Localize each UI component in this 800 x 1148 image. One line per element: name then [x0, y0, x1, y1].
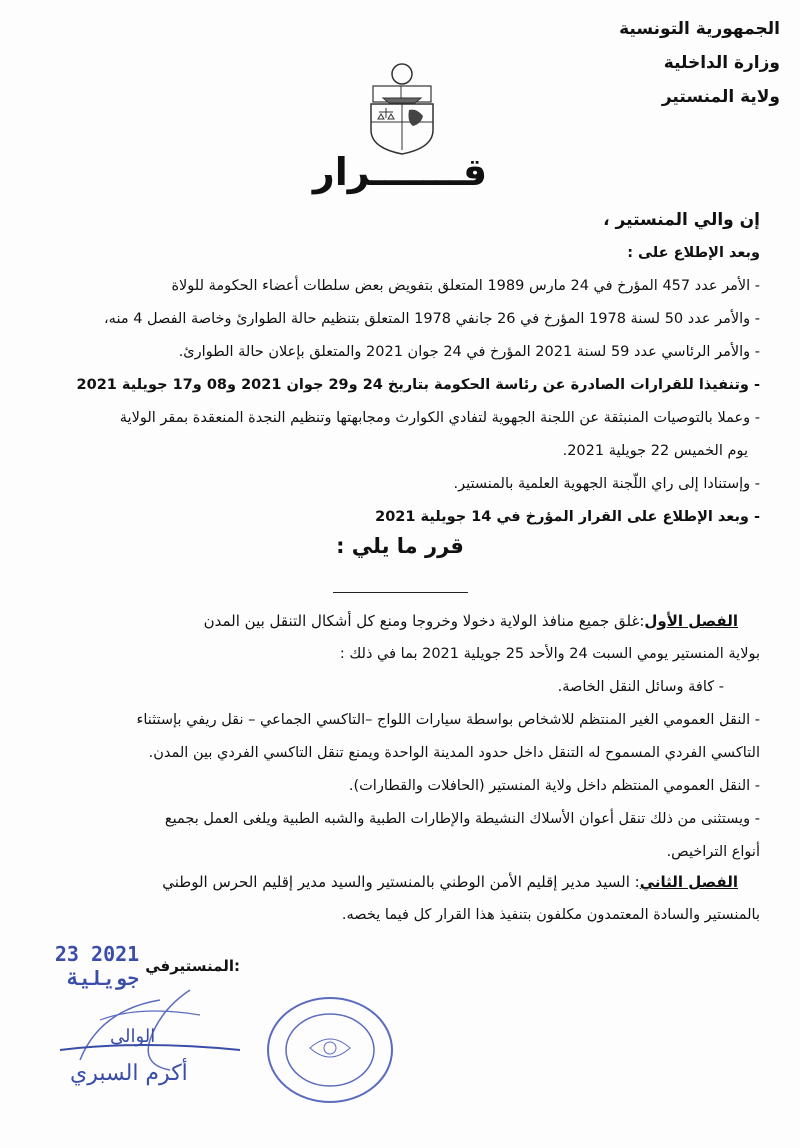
- article-1-first-line: [10, 605, 738, 638]
- article-1-item: - النقل العمومي المنتظم داخل ولاية المنستير (الحافلات والقطارات).: [10, 770, 760, 803]
- place-label: المنستيرفي:: [145, 957, 240, 975]
- article-1-text: :غلق جميع منافذ الولاية دخولا وخروجا ومنع كل أشكال التنقل بين المدن: [203, 612, 645, 630]
- article-2-text-continued: بالمنستير والسادة المعتمدون مكلفون بتنفيذ هذا القرار كل فيما يخصه.: [341, 907, 760, 923]
- consideration-item: - وتنفيذا للقرارات الصادرة عن رئاسة الحكومة بتاريخ 24 و29 جوان 2021 و08 و17 جويلية 2021: [40, 369, 760, 402]
- article-2-first-line: [10, 866, 738, 899]
- letterhead-governorate: ولاية المنستير: [661, 87, 780, 107]
- signer-title: الوالي: [110, 1026, 156, 1047]
- tunisia-coat-of-arms-icon: [365, 62, 439, 156]
- article-1-item: - النقل العمومي الغير المنتظم للاشخاص بواسطة سيارات اللواج –التاكسي الجماعي – نقل ريفي بإستثناء: [10, 704, 760, 737]
- article-1-item: - كافة وسائل النقل الخاصة.: [10, 671, 738, 704]
- article-2-heading: الفصل الثاني: [639, 873, 738, 891]
- consideration-item: - وإستنادا إلى راي اللّجنة الجهوية العلمية بالمنستير.: [40, 468, 760, 501]
- date-stamp: 2021 23 جويلية: [54, 942, 140, 990]
- consideration-item: - وبعد الإطلاع على القرار المؤرخ في 14 جويلية 2021: [40, 501, 760, 534]
- consideration-item: - الأمر عدد 457 المؤرخ في 24 مارس 1989 المتعلق بتفويض بعض سلطات أعضاء الحكومة للولاة: [40, 270, 760, 303]
- article-1-exception-continued: أنواع التراخيص.: [666, 844, 760, 860]
- consideration-item: - والأمر عدد 50 لسنة 1978 المؤرخ في 26 جانفي 1978 المتعلق بتنظيم حالة الطوارئ وخاصة الفصل 4 منه،: [40, 303, 760, 336]
- article-1-exception: - ويستثنى من ذلك تنقل أعوان الأسلاك النشيطة والإطارات الطبية والشبه الطبية ويلغى العمل بجميع: [10, 803, 760, 836]
- review-line: وبعد الإطلاع على :: [627, 245, 760, 261]
- preamble: [40, 204, 760, 534]
- article-1-item-continued: التاكسي الفردي المسموح له التنقل داخل حدود المدينة الواحدة ويمنع تنقل التاكسي الفردي بين المدن.: [148, 745, 760, 761]
- governor-line: إن والي المنستير ،: [603, 210, 760, 230]
- letterhead-ministry: وزارة الداخلية: [663, 53, 780, 73]
- article-1-heading: الفصل الأول: [644, 612, 738, 630]
- handwritten-signature-icon: [40, 980, 260, 1100]
- decree-heading: قرر ما يلي :: [336, 534, 464, 558]
- article-1-text-continued: بولاية المنستير يومي السبت 24 والأحد 25 جويلية 2021 بما في ذلك :: [339, 646, 760, 662]
- letterhead-republic: الجمهورية التونسية: [619, 19, 780, 39]
- consideration-item: - والأمر الرئاسي عدد 59 لسنة 2021 المؤرخ في 24 جوان 2021 والمتعلق بإعلان حالة الطوارئ.: [40, 336, 760, 369]
- document-title: قـــــــرار: [312, 150, 488, 194]
- consideration-item: - وعملا بالتوصيات المنبثقة عن اللجنة الجهوية لتفادي الكوارث ومجابهتها وتنظيم النجدة المنعقدة بمقر الولاية: [40, 402, 760, 435]
- divider: [333, 592, 468, 593]
- letterhead: [480, 12, 780, 114]
- official-seal-icon: [260, 990, 400, 1110]
- article-1: [10, 605, 760, 869]
- signer-name: أكرم السبري: [70, 1061, 188, 1086]
- article-2: [10, 866, 760, 932]
- article-2-text: : السيد مدير إقليم الأمن الوطني بالمنستير والسيد مدير إقليم الحرس الوطني: [162, 873, 640, 891]
- consideration-continuation: يوم الخميس 22 جويلية 2021.: [562, 443, 748, 459]
